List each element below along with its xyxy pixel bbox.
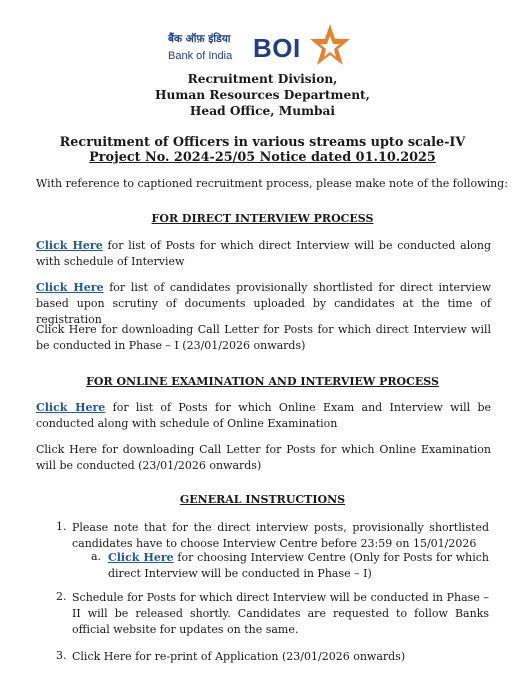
- section-heading-online-exam: FOR ONLINE EXAMINATION AND INTERVIEW PROCESS: [86, 375, 439, 388]
- star-logo-icon: [308, 22, 352, 70]
- bank-logo: [168, 30, 368, 74]
- general-item-3: Click Here for re-print of Application (23/01/2026 onwards): [72, 650, 406, 663]
- list-number-2: 2.: [56, 590, 67, 603]
- click-here-link-posts-direct-interview[interactable]: Click Here: [36, 239, 103, 252]
- click-here-link-choose-centre[interactable]: Click Here: [108, 551, 174, 564]
- logo-english-text: Bank of India: [168, 50, 233, 62]
- logo-acronym: BOI: [253, 33, 301, 63]
- para-text: for list of candidates provisionally shortlisted for direct interview based upon scrutiny of documents uploaded by candidates at the time of registration: [36, 281, 491, 326]
- direct-interview-para-1: [36, 238, 491, 270]
- click-here-link-shortlisted-candidates[interactable]: Click Here: [36, 281, 104, 294]
- project-number: Project No. 2024-25/05 Notice dated 01.10.2025: [89, 150, 436, 165]
- online-exam-para-2: Click Here for downloading Call Letter for Posts for which Online Examination will be conducted (23/01/2026 onwards): [36, 443, 491, 472]
- direct-interview-para-2: [36, 280, 491, 328]
- para-text: for choosing Interview Centre (Only for Posts for which direct Interview will be conducted in Phase – I): [108, 551, 489, 580]
- intro-text: With reference to captioned recruitment process, please make note of the following:: [36, 177, 508, 190]
- list-number-3: 3.: [56, 649, 67, 662]
- list-letter-a: a.: [91, 550, 102, 563]
- click-here-link-posts-online-exam[interactable]: Click Here: [36, 401, 106, 414]
- header-line-1: Recruitment Division,: [187, 72, 338, 86]
- logo-hindi-text: बैंक ऑफ़ इंडिया: [168, 33, 231, 45]
- general-item-1: Please note that for the direct interview posts, provisionally shortlisted candidates have to choose Interview Centre before 23:59 on 15/01/2026: [72, 521, 489, 550]
- direct-interview-para-3: Click Here for downloading Call Letter for Posts for which direct Interview will be conducted in Phase – I (23/01/2026 onwards): [36, 323, 491, 352]
- para-text: for list of Posts for which direct Interview will be conducted along with schedule of Interview: [36, 239, 491, 268]
- header-line-3: Head Office, Mumbai: [189, 104, 336, 118]
- notice-title: Recruitment of Officers in various streams upto scale-IV: [59, 135, 466, 150]
- general-item-2: Schedule for Posts for which direct Interview will be conducted in Phase – II will be released shortly. Candidates are requested to follow Banks official website for updates on the same.: [72, 591, 489, 636]
- header-line-2: Human Resources Department,: [155, 88, 370, 102]
- online-exam-para-1: [36, 400, 491, 432]
- section-heading-direct-interview: FOR DIRECT INTERVIEW PROCESS: [151, 212, 374, 225]
- section-heading-general-instructions: GENERAL INSTRUCTIONS: [179, 493, 346, 506]
- para-text: for list of Posts for which Online Exam and Interview will be conducted along with schedule of Online Examination: [36, 401, 491, 430]
- list-number-1: 1.: [56, 520, 67, 533]
- general-item-1a: [108, 550, 489, 582]
